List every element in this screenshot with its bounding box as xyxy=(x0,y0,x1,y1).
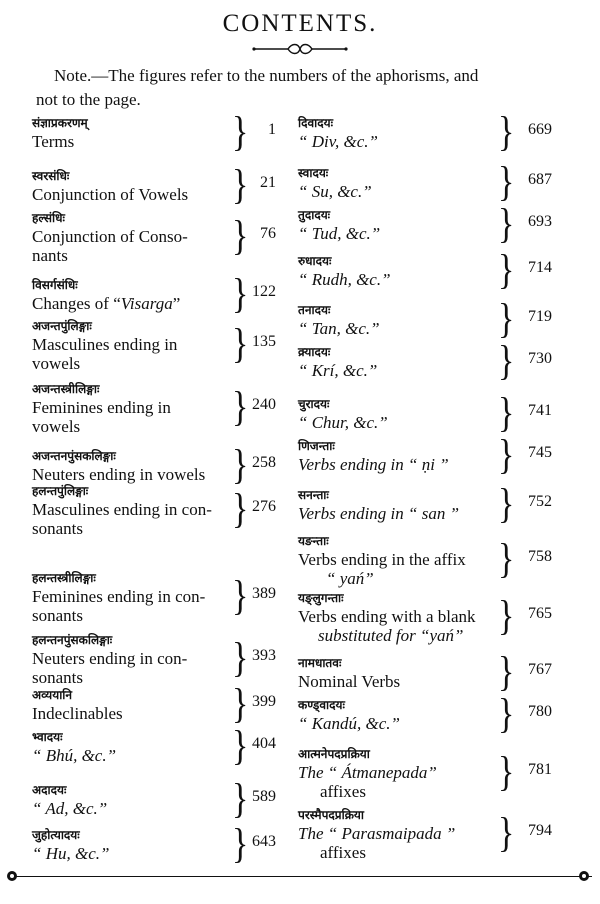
aphorism-number: 21 xyxy=(260,173,276,191)
english-line: Terms xyxy=(32,132,75,151)
english-line: Masculines ending in con- xyxy=(32,500,212,519)
aphorism-number: 404 xyxy=(252,734,276,752)
brace-glyph: } xyxy=(498,480,515,527)
contents-entry xyxy=(298,532,466,588)
sanskrit-heading: यङ्लुगन्ताः xyxy=(298,591,344,605)
sanskrit-heading: आत्मनेपदप्रक्रिया xyxy=(298,747,370,761)
sanskrit-heading: हल्संधिः xyxy=(32,211,65,225)
english-line: Indeclinables xyxy=(32,704,123,723)
contents-entry xyxy=(32,114,88,151)
left-rosette-icon xyxy=(6,870,18,882)
english-line: Conjunction of Conso- xyxy=(32,227,188,246)
contents-entry xyxy=(32,167,188,204)
sanskrit-heading: स्वादयः xyxy=(298,166,329,180)
aphorism-number: 389 xyxy=(252,585,276,602)
sanskrit-heading: विसर्गसंधिः xyxy=(32,278,78,292)
english-line: “ Rudh, &c.” xyxy=(298,270,391,289)
english-line: Verbs ending with a blank xyxy=(298,607,476,626)
brace-glyph: } xyxy=(232,321,249,368)
right-rosette-icon xyxy=(578,870,590,882)
english-line: Feminines ending in xyxy=(32,398,171,417)
brace-glyph: } xyxy=(232,486,249,533)
contents-entry xyxy=(32,380,171,436)
english-line: Verbs ending in “ ṇi ” xyxy=(298,455,449,474)
brace-glyph: } xyxy=(498,158,515,205)
english-line: Verbs ending in the affix xyxy=(298,550,466,569)
note-paragraph xyxy=(36,64,566,112)
aphorism-number: 752 xyxy=(528,492,552,510)
contents-entry xyxy=(32,209,188,265)
aphorism-number: 765 xyxy=(528,605,552,622)
aphorism-number: 76 xyxy=(260,225,276,242)
english-line: Masculines ending in xyxy=(32,335,178,354)
english-line: “ Ad, &c.” xyxy=(32,799,108,818)
brace-glyph: } xyxy=(498,690,515,737)
english-line: vowels xyxy=(32,354,81,373)
contents-entry xyxy=(32,826,109,863)
english-line: Neuters ending in vowels xyxy=(32,465,206,484)
bottom-rule xyxy=(8,876,592,877)
english-line: The “ Átmanepada” xyxy=(298,763,437,782)
contents-entry xyxy=(32,317,177,373)
sanskrit-heading: संज्ञाप्रकरणम् xyxy=(32,116,88,130)
brace-glyph: } xyxy=(498,810,515,857)
note-line-2: not to the page. xyxy=(36,90,141,109)
english-line: substituted for “yań” xyxy=(318,626,464,645)
contents-entry xyxy=(32,276,180,313)
sanskrit-heading: दिवादयः xyxy=(298,116,334,130)
sanskrit-heading: सनन्ताः xyxy=(298,488,329,502)
brace-glyph: } xyxy=(498,593,515,640)
brace-glyph: } xyxy=(498,648,515,695)
aphorism-number: 643 xyxy=(252,832,276,850)
contents-entry xyxy=(298,654,400,691)
sanskrit-heading: परस्मैपदप्रक्रिया xyxy=(298,808,364,822)
brace-glyph: } xyxy=(232,384,249,431)
aphorism-number: 589 xyxy=(252,787,276,805)
english-line: “ Hu, &c.” xyxy=(32,844,110,863)
aphorism-number: 693 xyxy=(528,212,552,230)
note-line-1: Note.—The figures refer to the numbers of the aphorisms, and xyxy=(54,66,479,85)
aphorism-number: 1 xyxy=(268,120,276,138)
english-line: Verbs ending in “ san ” xyxy=(298,504,460,523)
brace-glyph: } xyxy=(498,108,515,155)
contents-entry xyxy=(298,164,372,201)
brace-glyph: } xyxy=(498,337,515,384)
english-line: affixes xyxy=(320,782,366,801)
brace-glyph: } xyxy=(498,246,515,293)
brace-glyph: } xyxy=(498,200,515,247)
aphorism-number: 719 xyxy=(528,307,552,325)
brace-glyph: } xyxy=(232,213,249,260)
contents-entry xyxy=(298,696,400,733)
english-line: sonants xyxy=(32,519,83,538)
contents-entry xyxy=(32,686,123,723)
sanskrit-heading: क्र्यादयः xyxy=(298,345,331,359)
english-line: “ Kandú, &c.” xyxy=(298,714,401,733)
sanskrit-heading: चुरादयः xyxy=(298,397,330,411)
contents-entry xyxy=(32,569,205,625)
english-line: “ Tan, &c.” xyxy=(298,319,380,338)
sanskrit-heading: जुहोत्यादयः xyxy=(32,828,80,842)
contents-entry xyxy=(298,343,377,380)
sanskrit-heading: अव्ययानि xyxy=(32,688,73,702)
aphorism-number: 767 xyxy=(528,660,552,678)
aphorism-number: 393 xyxy=(252,647,276,664)
english-line: sonants xyxy=(32,606,83,625)
sanskrit-heading: यङन्ताः xyxy=(298,534,329,548)
english-line: Conjunction of Vowels xyxy=(32,185,189,204)
brace-glyph: } xyxy=(232,573,249,620)
contents-entry xyxy=(298,206,380,243)
aphorism-number: 781 xyxy=(528,761,552,778)
sanskrit-heading: नामधातवः xyxy=(298,656,342,670)
english-line: “ Krí, &c.” xyxy=(298,361,378,380)
brace-glyph: } xyxy=(232,680,249,727)
brace-glyph: } xyxy=(232,635,249,682)
contents-entry xyxy=(298,114,378,151)
english-line: “ Su, &c.” xyxy=(298,182,372,201)
contents-entry xyxy=(298,395,388,432)
sanskrit-heading: अजन्तस्त्रीलिङ्गाः xyxy=(32,382,100,396)
sanskrit-heading: भ्वादयः xyxy=(32,730,63,744)
aphorism-number: 276 xyxy=(252,498,276,515)
sanskrit-heading: कण्ड्वादयः xyxy=(298,698,345,712)
english-line: “ yań” xyxy=(326,569,374,588)
sanskrit-heading: णिजन्ताः xyxy=(298,439,335,453)
brace-glyph: } xyxy=(498,431,515,478)
aphorism-number: 135 xyxy=(252,333,276,350)
english-line: vowels xyxy=(32,417,81,436)
brace-glyph: } xyxy=(232,108,249,155)
sanskrit-heading: स्वरसंधिः xyxy=(32,169,70,183)
english-line: The “ Parasmaipada ” xyxy=(298,824,456,843)
english-line: Nominal Verbs xyxy=(298,672,401,691)
brace-glyph: } xyxy=(498,536,515,583)
contents-entry xyxy=(298,301,380,338)
contents-entry xyxy=(32,631,187,687)
contents-entry xyxy=(32,447,205,484)
english-text: ” xyxy=(172,294,181,313)
english-line xyxy=(32,294,180,313)
sanskrit-heading: अजन्तनपुंसकलिङ्गाः xyxy=(32,449,116,463)
aphorism-number: 730 xyxy=(528,349,552,367)
english-line: “ Bhú, &c.” xyxy=(32,746,117,765)
brace-glyph: } xyxy=(232,441,249,488)
brace-glyph: } xyxy=(232,161,249,208)
english-line: nants xyxy=(32,246,68,265)
contents-entry xyxy=(298,486,459,523)
contents-entry xyxy=(32,482,212,538)
aphorism-number: 669 xyxy=(528,120,552,138)
sanskrit-heading: हलन्तनपुंसकलिङ्गाः xyxy=(32,633,113,647)
contents-entry xyxy=(32,781,107,818)
contents-entry xyxy=(298,745,437,801)
aphorism-number: 258 xyxy=(252,453,276,471)
contents-entry xyxy=(298,437,449,474)
english-line: Feminines ending in con- xyxy=(32,587,206,606)
english-line: “ Div, &c.” xyxy=(298,132,378,151)
brace-glyph: } xyxy=(232,722,249,769)
title-ornament xyxy=(252,42,348,56)
contents-entry xyxy=(32,728,116,765)
aphorism-number: 399 xyxy=(252,692,276,710)
brace-glyph: } xyxy=(498,749,515,796)
sanskrit-heading: हलन्तपुंलिङ्गाः xyxy=(32,484,89,498)
aphorism-number: 745 xyxy=(528,443,552,461)
brace-glyph: } xyxy=(232,820,249,867)
sanskrit-heading: तनादयः xyxy=(298,303,331,317)
english-line: Neuters ending in con- xyxy=(32,649,188,668)
aphorism-number: 758 xyxy=(528,548,552,565)
sanskrit-heading: हलन्तस्त्रीलिङ्गाः xyxy=(32,571,96,585)
aphorism-number: 240 xyxy=(252,396,276,413)
aphorism-number: 780 xyxy=(528,702,552,720)
english-line: sonants xyxy=(32,668,83,687)
aphorism-number: 122 xyxy=(252,282,276,300)
sanskrit-heading: अदादयः xyxy=(32,783,67,797)
brace-glyph: } xyxy=(232,775,249,822)
contents-entry xyxy=(298,252,391,289)
sanskrit-heading: रुधादयः xyxy=(298,254,332,268)
english-text: Visarga xyxy=(120,294,173,313)
aphorism-number: 794 xyxy=(528,822,552,839)
english-text: Changes of “ xyxy=(32,294,121,313)
sanskrit-heading: अजन्तपुंलिङ्गाः xyxy=(32,319,92,333)
contents-entry xyxy=(298,806,455,862)
aphorism-number: 687 xyxy=(528,170,552,188)
english-line: affixes xyxy=(320,843,366,862)
brace-glyph: } xyxy=(498,295,515,342)
brace-glyph: } xyxy=(498,389,515,436)
aphorism-number: 741 xyxy=(528,401,552,419)
english-line: “ Tud, &c.” xyxy=(298,224,381,243)
brace-glyph: } xyxy=(232,270,249,317)
sanskrit-heading: तुदादयः xyxy=(298,208,331,222)
page-title: CONTENTS. xyxy=(222,10,378,37)
english-line: “ Chur, &c.” xyxy=(298,413,388,432)
contents-entry xyxy=(298,589,476,645)
aphorism-number: 714 xyxy=(528,258,552,276)
